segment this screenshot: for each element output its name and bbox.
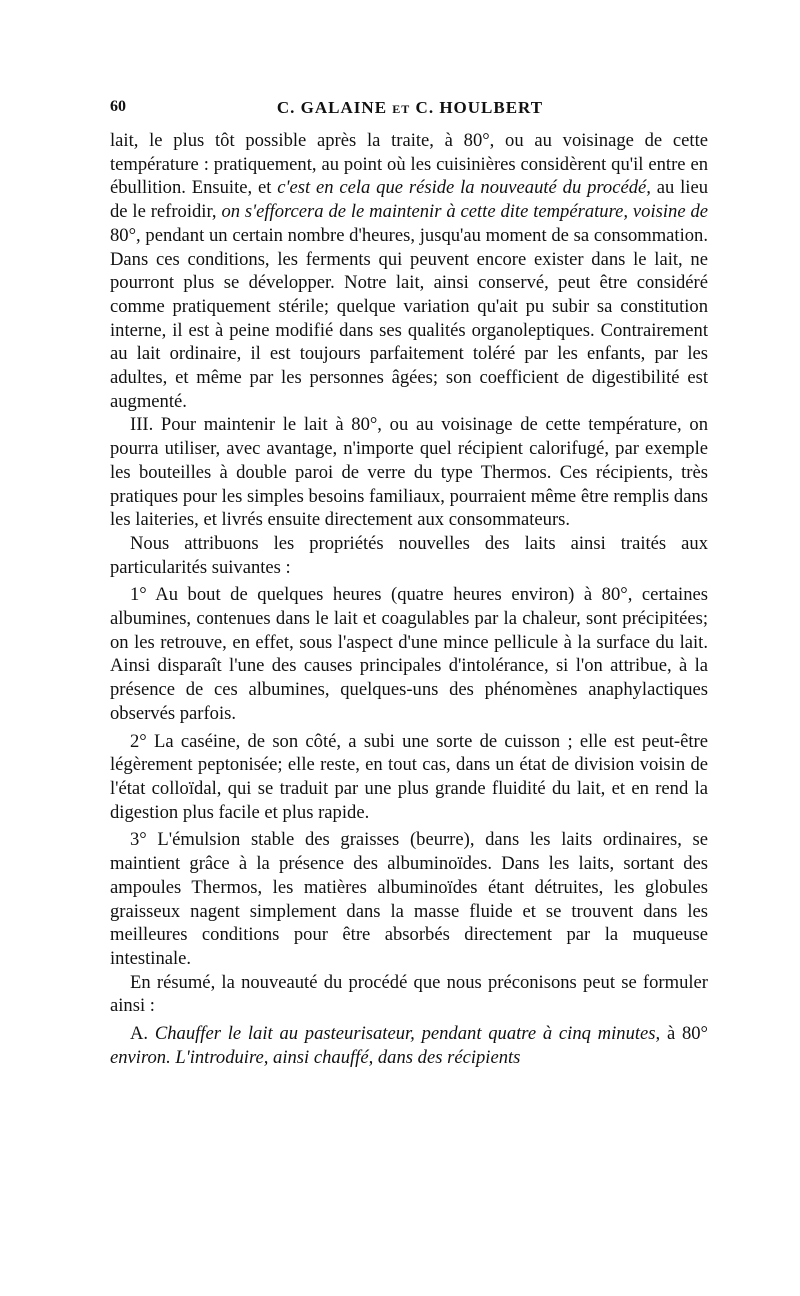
paragraph-8	[110, 1022, 708, 1069]
paragraph-5: 2° La caséine, de son côté, a subi une sorte de cuisson ; elle est peut-être légèrement peptonisée; elle reste, en tout cas, dans un état de division voisin de l'état colloïdal, qui se traduit par une plus grande fluidité du lait, et en rend la digestion plus facile et plus rapide.	[110, 730, 708, 823]
p8-text-b: à 80°	[660, 1023, 708, 1045]
p8-italic-a: Chauffer le lait au pasteurisateur, pendant quatre à cinq minutes,	[154, 1023, 661, 1045]
p1-text-e: 80°, pendant un certain nombre d'heures, jusqu'au moment de sa consommation. Dans ces conditions, les ferments qui peuvent encore exister dans le lait, ne pourront plus se développer. Notre lait, ainsi conservé, peut être considéré comme pratiquement stérile; quelque variation qu'ait pu subir sa constitution interne, il est à peine modifié dans ses qualités organoleptiques. Contrairement au lait ordinaire, il est toujours parfaitement toléré par les enfants, par les adultes, et même par les personnes âgées; son coefficient de digestibilité est augmenté.	[110, 224, 708, 412]
p1-italic-b: c'est en cela que réside la nouveauté du procédé,	[277, 177, 651, 199]
page-number: 60	[110, 98, 126, 115]
paragraph-4: 1° Au bout de quelques heures (quatre heures environ) à 80°, certaines albumines, contenues dans le lait et coagulables par la chaleur, sont précipitées; on les retrouve, en effet, sous l'aspect d'une mince pellicule à la surface du lait. Ainsi disparaît l'une des causes principales d'intolérance, si l'on attribue, à la présence de ces albumines, quelques-uns des phénomènes anaphylactiques observés parfois.	[110, 584, 708, 724]
p8-italic-c: environ. L'introduire, ainsi chauffé, dans des récipients	[110, 1046, 521, 1068]
paragraph-1	[110, 129, 708, 413]
paragraph-7: En résumé, la nouveauté du procédé que nous préconisons peut se formuler ainsi :	[110, 971, 708, 1017]
paragraph-2: III. Pour maintenir le lait à 80°, ou au voisinage de cette température, on pourra utiliser, avec avantage, n'importe quel récipient calorifugé, par exemple les bouteilles à double paroi de verre du type Thermos. Ces récipients, très pratiques pour les simples besoins familiaux, pourraient même être remplis dans les laiteries, et livrés ensuite directement aux consommateurs.	[110, 414, 708, 531]
p1-text-a: lait, le plus tôt possible après la traite, à 80°, ou au voisinage de cette température : pratiquement, au point où les cuisinières considèrent qu'il entre en ébullition. Ensuite, et	[110, 130, 708, 199]
page-header	[110, 98, 710, 122]
paragraph-6: 3° L'émulsion stable des graisses (beurre), dans les laits ordinaires, se maintient grâce à la présence des albuminoïdes. Dans les laits, sortant des ampoules Thermos, les matières albuminoïdes étant détruites, les globules graisseux nagent simplement dans la masse fluide et se trouvent dans les meilleures conditions pour être absorbés directement par la muqueuse intestinale.	[110, 829, 708, 969]
p8-label: A.	[130, 1023, 155, 1045]
paragraph-3: Nous attribuons les propriétés nouvelles des laits ainsi traités aux particularités suivantes :	[110, 532, 708, 578]
body-text	[110, 129, 708, 1069]
running-head: C. GALAINE et C. HOULBERT	[276, 98, 544, 117]
p1-italic-d: on s'efforcera de le maintenir à cette dite température, voisine de	[221, 201, 709, 223]
p1-text-c: au lieu de le refroidir,	[110, 177, 709, 223]
